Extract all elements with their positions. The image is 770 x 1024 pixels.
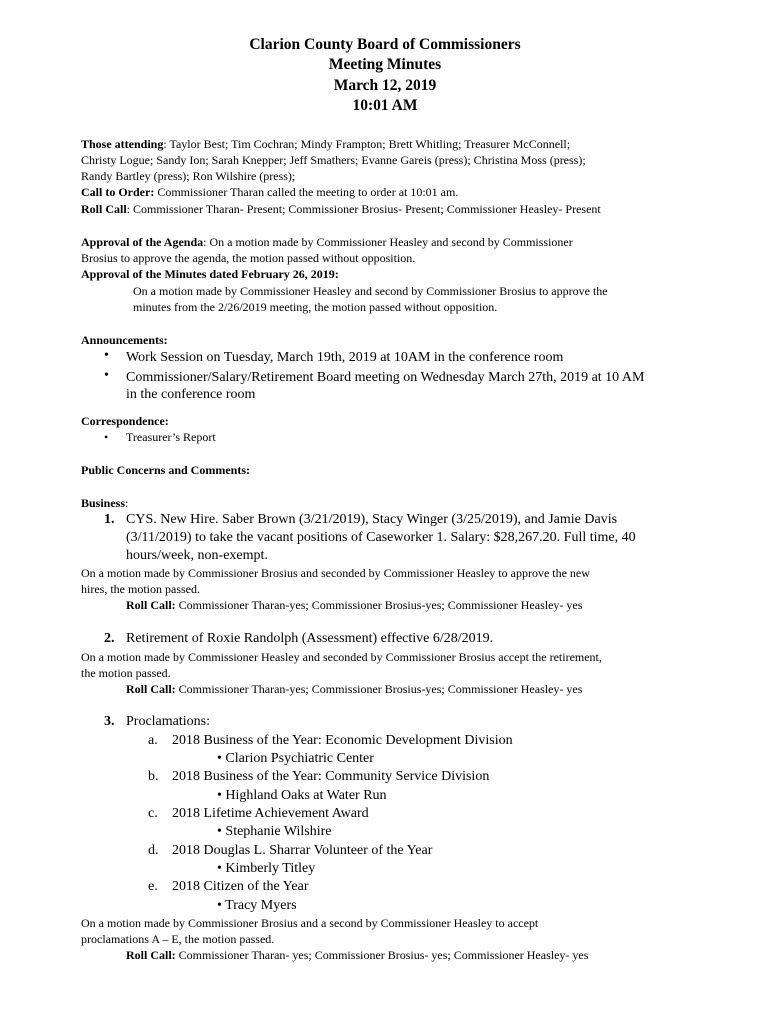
proclamation-recipient: • Stephanie Wilshire (217, 824, 332, 839)
announcement-item-continued: in the conference room (126, 387, 256, 402)
business-item-1-line-3: hours/week, non-exempt. (126, 548, 268, 563)
proclamation-letter: e. (148, 879, 158, 894)
agenda-label: Approval of the Agenda (81, 235, 204, 249)
call-to-order-label: Call to Order: (81, 185, 155, 199)
proclamation-letter: c. (148, 806, 158, 821)
announcements-heading: Announcements: (81, 333, 168, 347)
public-concerns-heading: Public Concerns and Comments: (81, 463, 251, 477)
minutes-approval-heading: Approval of the Minutes dated February 26, 2019: (81, 267, 339, 281)
proclamation-title: 2018 Citizen of the Year (172, 879, 309, 894)
proclamation-title: 2018 Douglas L. Sharrar Volunteer of the Year (172, 843, 433, 858)
proclamation-recipient: • Tracy Myers (217, 898, 297, 913)
business-item-1-motion-2: hires, the motion passed. (81, 582, 200, 596)
business-item-2-roll-call: Roll Call: Commissioner Tharan-yes; Commissioner Brosius-yes; Commissioner Heasley- yes (126, 682, 583, 696)
proclamation-letter: d. (148, 843, 159, 858)
business-item-3-motion-1: On a motion made by Commissioner Brosius and a second by Commissioner Heasley to accept (81, 916, 539, 930)
attendance-label: Those attending (81, 137, 164, 151)
business-item-2-line-1: Retirement of Roxie Randolph (Assessment) effective 6/28/2019. (126, 631, 494, 646)
business-item-number: 3. (104, 714, 115, 729)
meeting-time: 10:01 AM (352, 97, 418, 114)
attendance-line-3: Randy Bartley (press); Ron Wilshire (press); (81, 169, 296, 183)
bullet-icon: • (104, 430, 109, 444)
attendance-line-1: Those attending: Taylor Best; Tim Cochran; Mindy Frampton; Brett Whitling; Treasurer McConnell; (81, 137, 571, 151)
bullet-icon: • (104, 368, 109, 383)
business-item-2-motion-1: On a motion made by Commissioner Heasley and seconded by Commissioner Brosius accept the retirement, (81, 650, 602, 664)
proclamation-letter: a. (148, 733, 158, 748)
correspondence-item: Treasurer’s Report (126, 430, 216, 444)
proclamation-title: 2018 Business of the Year: Community Service Division (172, 769, 490, 784)
minutes-approval-line-2: minutes from the 2/26/2019 meeting, the motion passed without opposition. (133, 300, 498, 314)
proclamation-title: 2018 Business of the Year: Economic Development Division (172, 733, 513, 748)
proclamation-recipient: • Kimberly Titley (217, 861, 316, 876)
roll-call: Roll Call: Commissioner Tharan- Present; Commissioner Brosius- Present; Commissioner Heasley- Present (81, 202, 601, 216)
agenda-line-2: Brosius to approve the agenda, the motion passed without opposition. (81, 251, 416, 265)
document-title: Clarion County Board of Commissioners (249, 36, 521, 53)
business-item-3-motion-2: proclamations A – E, the motion passed. (81, 932, 275, 946)
business-item-number: 1. (104, 512, 115, 527)
business-item-3-roll-call: Roll Call: Commissioner Tharan- yes; Commissioner Brosius- yes; Commissioner Heasley- yes (126, 948, 589, 962)
business-item-1-line-1: CYS. New Hire. Saber Brown (3/21/2019), Stacy Winger (3/25/2019), and Jamie Davis (126, 512, 618, 527)
attendance-line-2: Christy Logue; Sandy Ion; Sarah Knepper; Jeff Smathers; Evanne Gareis (press); Christina Moss (press); (81, 153, 586, 167)
call-to-order: Call to Order: Commissioner Tharan called the meeting to order at 10:01 am. (81, 185, 459, 199)
proclamation-recipient: • Highland Oaks at Water Run (217, 788, 387, 803)
business-item-1-roll-call: Roll Call: Commissioner Tharan-yes; Commissioner Brosius-yes; Commissioner Heasley- yes (126, 598, 583, 612)
meeting-date: March 12, 2019 (333, 77, 437, 94)
minutes-approval-line-1: On a motion made by Commissioner Heasley and second by Commissioner Brosius to approve the (133, 284, 608, 298)
proclamation-title: 2018 Lifetime Achievement Award (172, 806, 369, 821)
announcement-item: Work Session on Tuesday, March 19th, 2019 at 10AM in the conference room (126, 350, 564, 365)
correspondence-heading: Correspondence: (81, 414, 169, 428)
proclamation-recipient: • Clarion Psychiatric Center (217, 751, 374, 766)
proclamation-letter: b. (148, 769, 159, 784)
business-item-3-line-1: Proclamations: (126, 714, 210, 729)
roll-call-label: Roll Call (81, 202, 127, 216)
business-item-number: 2. (104, 631, 115, 646)
agenda-line-1: Approval of the Agenda: On a motion made by Commissioner Heasley and second by Commissioner (81, 235, 573, 249)
document-subtitle: Meeting Minutes (328, 56, 442, 73)
business-item-2-motion-2: the motion passed. (81, 666, 171, 680)
business-item-1-motion-1: On a motion made by Commissioner Brosius and seconded by Commissioner Heasley to approve the new (81, 566, 590, 580)
announcement-item: Commissioner/Salary/Retirement Board meeting on Wednesday March 27th, 2019 at 10 AM (126, 370, 645, 385)
bullet-icon: • (104, 348, 109, 363)
business-heading: Business: (81, 496, 129, 510)
business-item-1-line-2: (3/11/2019) to take the vacant positions of Caseworker 1. Salary: $28,267.20. Full time, 40 (126, 530, 636, 545)
